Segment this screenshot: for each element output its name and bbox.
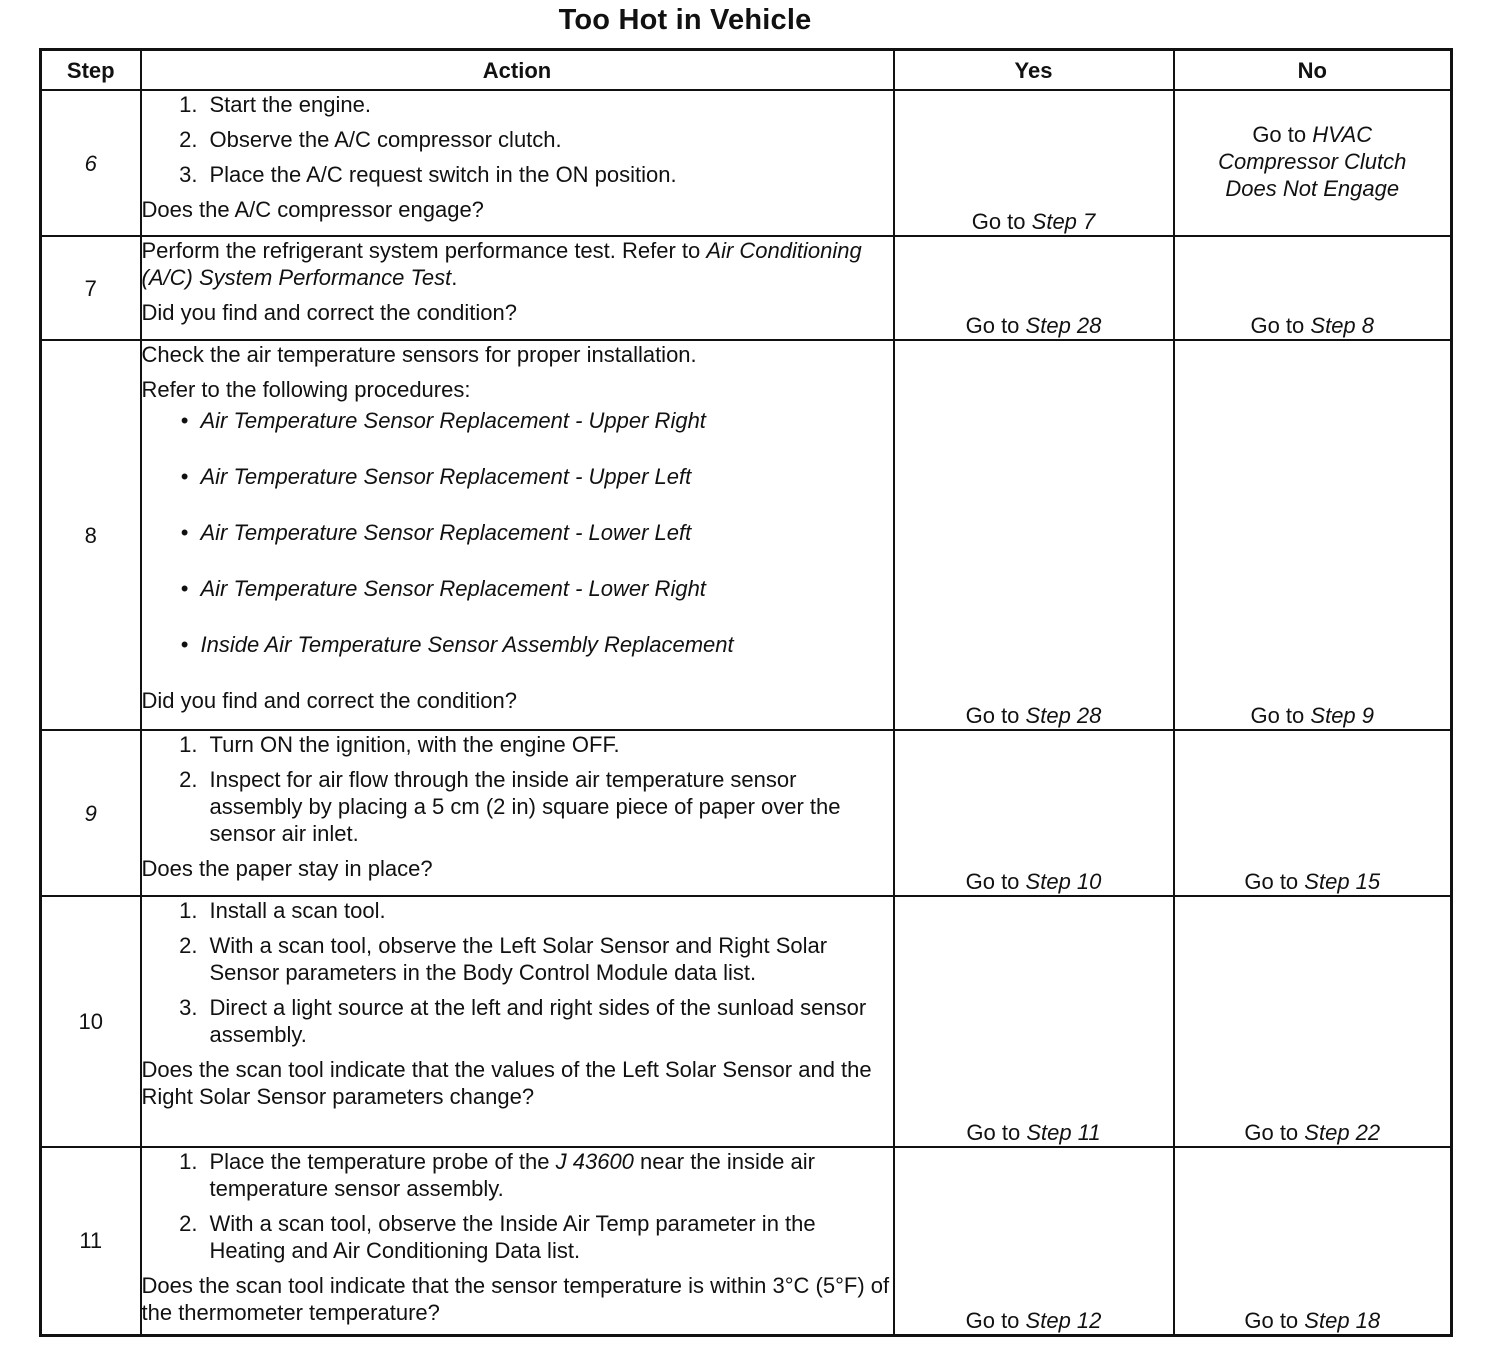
header-action: Action <box>141 50 894 91</box>
numbered-list <box>142 731 893 847</box>
procedure-reference: Air Conditioning (A/C) System Performance Test <box>141 238 862 290</box>
table-row <box>41 340 1452 730</box>
no-cell: Go to HVAC Compressor Clutch Does Not Engage <box>1174 90 1452 236</box>
step-number: 11 <box>41 1147 141 1335</box>
action-cell <box>141 896 894 1147</box>
step-reference: Step 15 <box>1304 869 1381 894</box>
numbered-list <box>142 91 893 188</box>
yes-cell: Go to Step 11 <box>894 896 1174 1147</box>
step-reference: Step 12 <box>1025 1307 1102 1333</box>
procedure-list <box>142 407 893 679</box>
no-cell: Go to Step 18 <box>1174 1147 1452 1335</box>
list-item: 3. Place the A/C request switch in the ON position. <box>179 162 677 187</box>
step-number: 7 <box>41 236 141 340</box>
list-item: 2. Observe the A/C compressor clutch. <box>179 127 562 152</box>
step-number: 10 <box>41 896 141 1147</box>
list-item: 2. With a scan tool, observe the Inside Air Temp parameter in the Heating and Air Conditioning Data list. <box>179 1211 816 1263</box>
list-item: • Air Temperature Sensor Replacement - Upper Left <box>142 463 893 519</box>
step-reference: Step 22 <box>1304 1120 1381 1145</box>
instruction: Check the air temperature sensors for proper installation. <box>141 342 697 367</box>
action-cell <box>141 90 894 236</box>
page-title: Too Hot in Vehicle <box>558 4 812 36</box>
yes-cell: Go to Step 28 <box>894 340 1174 730</box>
list-item: 1. Install a scan tool. <box>179 898 386 923</box>
question: Did you find and correct the condition? <box>141 300 517 325</box>
bullet-icon: • <box>180 408 189 433</box>
instruction: Perform the refrigerant system performance test. Refer to Air Conditioning (A/C) System Performance Test. <box>141 238 862 290</box>
action-cell <box>141 1147 894 1335</box>
table-row <box>41 730 1452 896</box>
list-item: 3. Direct a light source at the left and right sides of the sunload sensor assembly. <box>179 995 867 1047</box>
table-row <box>41 236 1452 340</box>
yes-cell: Go to Step 10 <box>894 730 1174 896</box>
yes-cell: Go to Step 7 <box>894 90 1174 236</box>
bullet-icon: • <box>180 520 189 545</box>
question: Does the scan tool indicate that the values of the Left Solar Sensor and the Right Solar Sensor parameters change? <box>141 1057 872 1109</box>
step-number: 8 <box>41 340 141 730</box>
question: Did you find and correct the condition? <box>141 688 517 713</box>
step-reference: Step 7 <box>1031 209 1096 234</box>
bullet-icon: • <box>180 576 189 601</box>
no-cell: Go to Step 22 <box>1174 896 1452 1147</box>
step-reference: Step 10 <box>1025 869 1102 894</box>
table-row <box>41 90 1452 236</box>
step-reference: Step 11 <box>1026 1120 1101 1145</box>
numbered-list <box>142 1148 893 1264</box>
table-header-row <box>41 50 1452 91</box>
yes-cell: Go to Step 12 <box>894 1147 1174 1335</box>
action-cell <box>141 730 894 896</box>
step-number: 6 <box>41 90 141 236</box>
list-item: • Air Temperature Sensor Replacement - Lower Right <box>142 575 893 631</box>
action-cell <box>141 236 894 340</box>
yes-cell: Go to Step 28 <box>894 236 1174 340</box>
header-step: Step <box>41 50 141 91</box>
table-row <box>41 896 1452 1147</box>
table-row <box>41 1147 1452 1335</box>
no-cell: Go to Step 8 <box>1174 236 1452 340</box>
procedure-reference: HVAC Compressor Clutch Does Not Engage <box>1218 122 1407 201</box>
step-reference: Step 9 <box>1310 703 1375 728</box>
no-cell: Go to Step 15 <box>1174 730 1452 896</box>
instruction: Refer to the following procedures: <box>141 377 471 402</box>
bullet-icon: • <box>180 632 189 657</box>
question: Does the paper stay in place? <box>141 856 433 881</box>
list-item: • Inside Air Temperature Sensor Assembly Replacement <box>142 631 893 679</box>
list-item: • Air Temperature Sensor Replacement - Lower Left <box>142 519 893 575</box>
tool-reference: J 43600 <box>555 1149 634 1174</box>
diagnostic-table <box>39 48 1453 1337</box>
action-cell <box>141 340 894 730</box>
list-item: 1. Place the temperature probe of the J 43600 near the inside air temperature sensor assembly. <box>179 1149 815 1201</box>
step-number: 9 <box>41 730 141 896</box>
bullet-icon: • <box>180 464 189 489</box>
step-reference: Step 28 <box>1025 703 1102 728</box>
list-item: 1. Turn ON the ignition, with the engine OFF. <box>179 732 620 757</box>
step-reference: Step 18 <box>1304 1307 1381 1333</box>
list-item: 2. Inspect for air flow through the inside air temperature sensor assembly by placing a 5 cm (2 in) square piece of paper over the sensor air inlet. <box>179 767 841 846</box>
list-item: 2. With a scan tool, observe the Left Solar Sensor and Right Solar Sensor parameters in the Body Control Module data list. <box>179 933 828 985</box>
step-reference: Step 28 <box>1025 313 1102 338</box>
header-yes: Yes <box>894 50 1174 91</box>
question: Does the scan tool indicate that the sensor temperature is within 3°C (5°F) of the thermometer temperature? <box>141 1273 890 1325</box>
numbered-list <box>142 897 893 1048</box>
question: Does the A/C compressor engage? <box>141 197 484 222</box>
step-reference: Step 8 <box>1310 313 1375 338</box>
no-cell: Go to Step 9 <box>1174 340 1452 730</box>
header-no: No <box>1174 50 1452 91</box>
list-item: • Air Temperature Sensor Replacement - Upper Right <box>142 407 893 463</box>
list-item: 1. Start the engine. <box>179 92 371 117</box>
